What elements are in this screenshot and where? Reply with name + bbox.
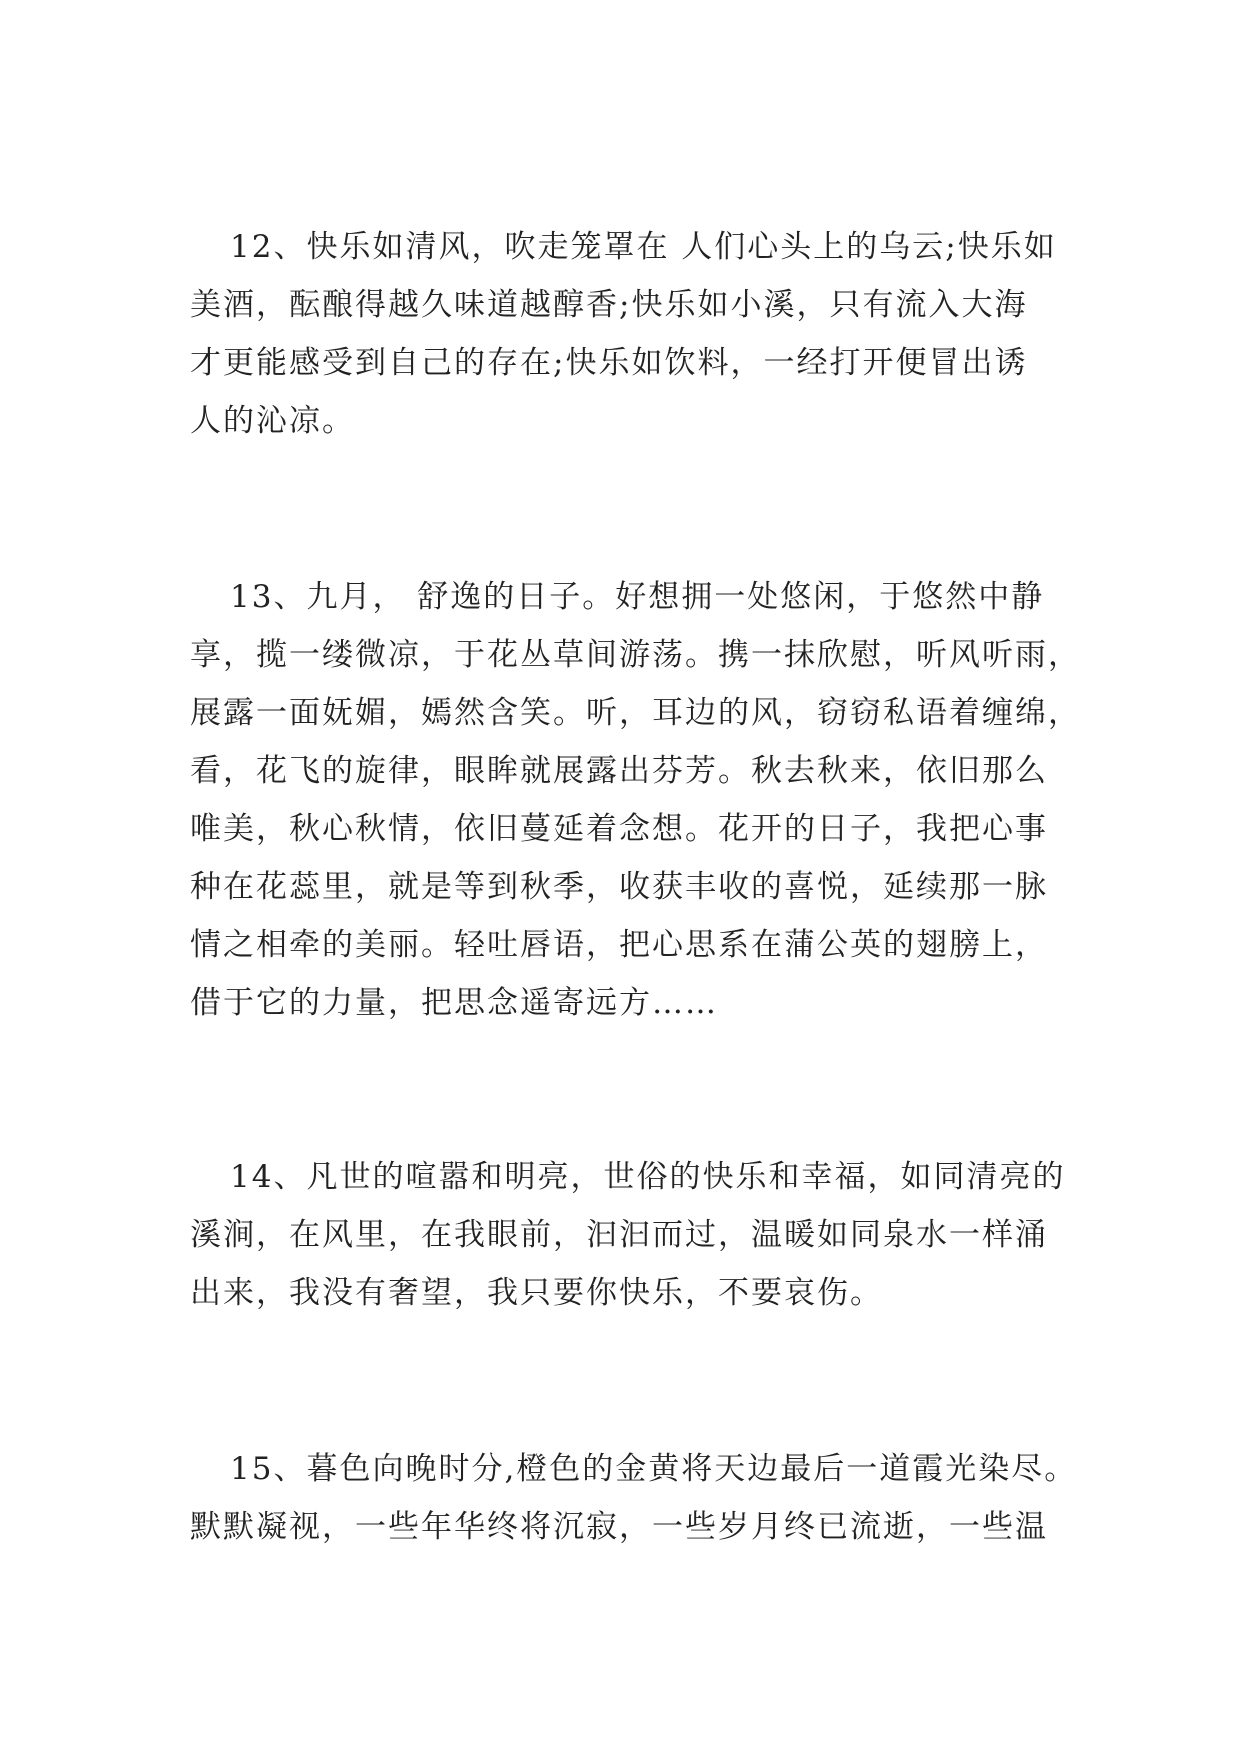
paragraph-line: 美酒，酝酿得越久味道越醇香;快乐如小溪，只有流入大海 [190, 287, 1028, 323]
paragraph-line: 看，花飞的旋律，眼眸就展露出芬芳。秋去秋来，依旧那么 [190, 753, 1048, 789]
paragraph-line: 种在花蕊里，就是等到秋季，收获丰收的喜悦，延续那一脉 [190, 869, 1048, 905]
paragraph-line: 出来，我没有奢望，我只要你快乐，不要哀伤。 [190, 1275, 883, 1311]
paragraph-line: 借于它的力量，把思念遥寄远方…… [190, 985, 718, 1021]
paragraph-line: 情之相牵的美丽。轻吐唇语，把心思系在蒲公英的翅膀上， [190, 927, 1048, 963]
paragraph-line: 12、快乐如清风，吹走笼罩在 人们心头上的乌云;快乐如 [230, 229, 1057, 265]
paragraph-line: 13、九月， 舒逸的日子。好想拥一处悠闲，于悠然中静 [230, 579, 1045, 615]
paragraph-line: 展露一面妩媚，嫣然含笑。听，耳边的风，窃窃私语着缠绵， [190, 695, 1081, 731]
paragraph-line: 14、凡世的喧嚣和明亮，世俗的快乐和幸福，如同清亮的 [230, 1159, 1066, 1195]
paragraph-line: 唯美，秋心秋情，依旧蔓延着念想。花开的日子，我把心事 [190, 811, 1048, 847]
paragraph-line: 15、暮色向晚时分,橙色的金黄将天边最后一道霞光染尽。 [230, 1451, 1078, 1487]
paragraph-line: 默默凝视，一些年华终将沉寂，一些岁月终已流逝，一些温 [190, 1509, 1048, 1545]
paragraph-line: 享，揽一缕微凉，于花丛草间游荡。携一抹欣慰，听风听雨， [190, 637, 1081, 673]
paragraph-13 [190, 568, 1081, 1032]
paragraph-line: 溪涧，在风里，在我眼前，汩汩而过，温暖如同泉水一样涌 [190, 1217, 1048, 1253]
paragraph-12 [190, 218, 1060, 450]
paragraph-line: 人的沁凉。 [190, 403, 355, 439]
paragraph-14 [190, 1148, 1066, 1322]
paragraph-15 [190, 1440, 1078, 1556]
paragraph-line: 才更能感受到自己的存在;快乐如饮料，一经打开便冒出诱 [190, 345, 1028, 381]
